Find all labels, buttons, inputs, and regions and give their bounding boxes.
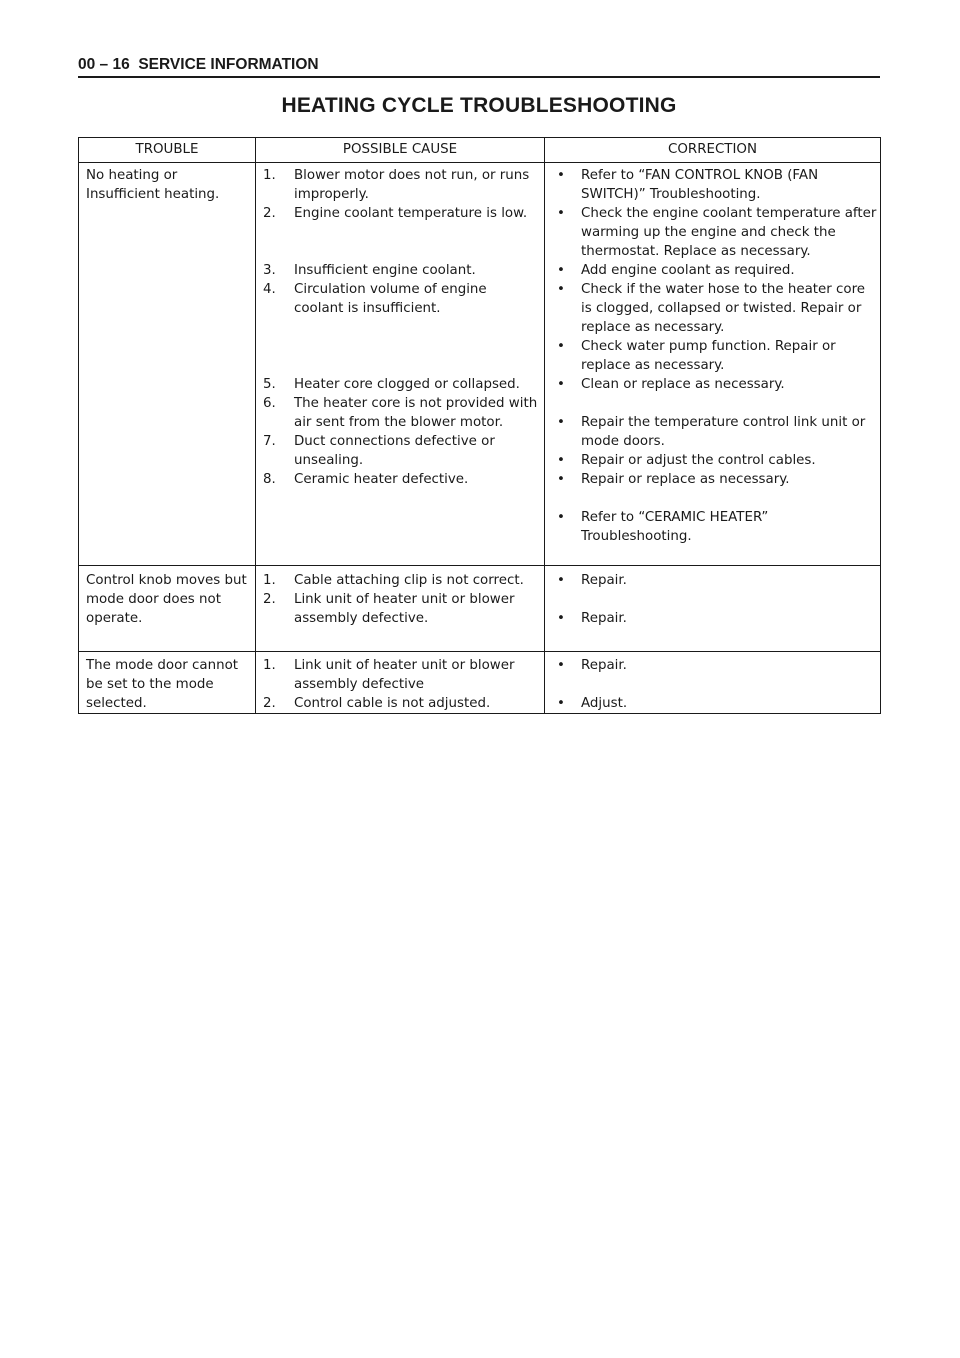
trouble-cell	[79, 163, 256, 566]
correction-cell	[545, 566, 881, 652]
correction-text: Repair.	[581, 573, 627, 588]
trouble-cell	[79, 652, 256, 714]
cause-item	[263, 571, 540, 590]
correction-text: Clean or replace as necessary.	[581, 377, 785, 392]
bullet-icon: •	[557, 573, 565, 588]
cause-text: Insufficient engine coolant.	[294, 263, 476, 278]
correction-item	[557, 337, 878, 375]
column-header-correction: CORRECTION	[545, 138, 881, 163]
trouble-text: No heating or Insufficient heating.	[86, 168, 220, 202]
cause-item	[263, 280, 540, 318]
cause-number: 4.	[263, 282, 276, 297]
correction-item	[557, 571, 878, 590]
troubleshooting-table	[78, 137, 881, 714]
correction-text: Refer to “CERAMIC HEATER” Troubleshooting.	[581, 510, 769, 544]
correction-cell	[545, 652, 881, 714]
cause-item	[263, 694, 540, 713]
cause-text: Heater core clogged or collapsed.	[294, 377, 520, 392]
cause-text: Control cable is not adjusted.	[294, 696, 491, 711]
correction-item	[557, 166, 878, 204]
section-title: SERVICE INFORMATION	[138, 56, 319, 73]
page-header	[78, 54, 880, 78]
bullet-icon: •	[557, 611, 565, 626]
page-number: 00 – 16	[78, 56, 130, 73]
cause-item	[263, 166, 540, 204]
bullet-icon: •	[557, 415, 565, 430]
cause-cell	[256, 163, 545, 566]
bullet-icon: •	[557, 339, 565, 354]
correction-item	[557, 694, 878, 713]
correction-text: Adjust.	[581, 696, 628, 711]
correction-text: Repair.	[581, 658, 627, 673]
cause-cell	[256, 652, 545, 714]
correction-text: Add engine coolant as required.	[581, 263, 795, 278]
bullet-icon: •	[557, 168, 565, 183]
cause-item	[263, 656, 540, 694]
correction-text: Repair the temperature control link unit or mode doors.	[581, 415, 866, 449]
bullet-icon: •	[557, 696, 565, 711]
column-header-trouble: TROUBLE	[79, 138, 256, 163]
correction-cell	[545, 163, 881, 566]
cause-cell	[256, 566, 545, 652]
correction-text: Refer to “FAN CONTROL KNOB (FAN SWITCH)” Troubleshooting.	[581, 168, 819, 202]
correction-item	[557, 204, 878, 261]
table-header-row	[79, 138, 881, 163]
correction-item	[557, 451, 878, 470]
cause-text: Engine coolant temperature is low.	[294, 206, 528, 221]
cause-number: 1.	[263, 168, 276, 183]
correction-text: Check if the water hose to the heater core is clogged, collapsed or twisted. Repair or replace as necessary.	[581, 282, 866, 335]
correction-item	[557, 413, 878, 451]
table-row	[79, 566, 881, 652]
cause-item	[263, 470, 540, 489]
correction-item	[557, 656, 878, 675]
correction-item	[557, 375, 878, 394]
cause-text: Link unit of heater unit or blower assembly defective.	[294, 592, 515, 626]
cause-number: 3.	[263, 263, 276, 278]
cause-number: 5.	[263, 377, 276, 392]
cause-number: 6.	[263, 396, 276, 411]
cause-number: 2.	[263, 696, 276, 711]
cause-number: 2.	[263, 592, 276, 607]
cause-item	[263, 590, 540, 628]
cause-number: 2.	[263, 206, 276, 221]
correction-item	[557, 609, 878, 628]
cause-item	[263, 261, 540, 280]
table-row	[79, 163, 881, 566]
correction-text: Check water pump function. Repair or replace as necessary.	[581, 339, 836, 373]
cause-text: Blower motor does not run, or runs improperly.	[294, 168, 530, 202]
cause-text: Ceramic heater defective.	[294, 472, 469, 487]
cause-item	[263, 204, 540, 223]
cause-number: 8.	[263, 472, 276, 487]
bullet-icon: •	[557, 658, 565, 673]
cause-item	[263, 375, 540, 394]
correction-text: Repair or adjust the control cables.	[581, 453, 816, 468]
trouble-text: The mode door cannot be set to the mode selected.	[86, 658, 239, 711]
correction-item	[557, 508, 878, 546]
bullet-icon: •	[557, 206, 565, 221]
correction-text: Check the engine coolant temperature after warming up the engine and check the thermostat. Replace as necessary.	[581, 206, 877, 259]
table-row	[79, 652, 881, 714]
trouble-text: Control knob moves but mode door does not operate.	[86, 573, 247, 626]
cause-text: The heater core is not provided with air sent from the blower motor.	[294, 396, 538, 430]
cause-number: 7.	[263, 434, 276, 449]
column-header-possible-cause: POSSIBLE CAUSE	[256, 138, 545, 163]
cause-number: 1.	[263, 658, 276, 673]
correction-text: Repair or replace as necessary.	[581, 472, 790, 487]
correction-item	[557, 280, 878, 337]
bullet-icon: •	[557, 453, 565, 468]
cause-text: Duct connections defective or unsealing.	[294, 434, 495, 468]
cause-text: Link unit of heater unit or blower assembly defective	[294, 658, 515, 692]
cause-item	[263, 394, 540, 432]
trouble-cell	[79, 566, 256, 652]
cause-text: Circulation volume of engine coolant is insufficient.	[294, 282, 487, 316]
bullet-icon: •	[557, 472, 565, 487]
cause-item	[263, 432, 540, 470]
cause-number: 1.	[263, 573, 276, 588]
bullet-icon: •	[557, 377, 565, 392]
bullet-icon: •	[557, 282, 565, 297]
document-title: HEATING CYCLE TROUBLESHOOTING	[281, 94, 677, 117]
correction-item	[557, 470, 878, 489]
correction-item	[557, 261, 878, 280]
cause-text: Cable attaching clip is not correct.	[294, 573, 524, 588]
correction-text: Repair.	[581, 611, 627, 626]
bullet-icon: •	[557, 263, 565, 278]
bullet-icon: •	[557, 510, 565, 525]
